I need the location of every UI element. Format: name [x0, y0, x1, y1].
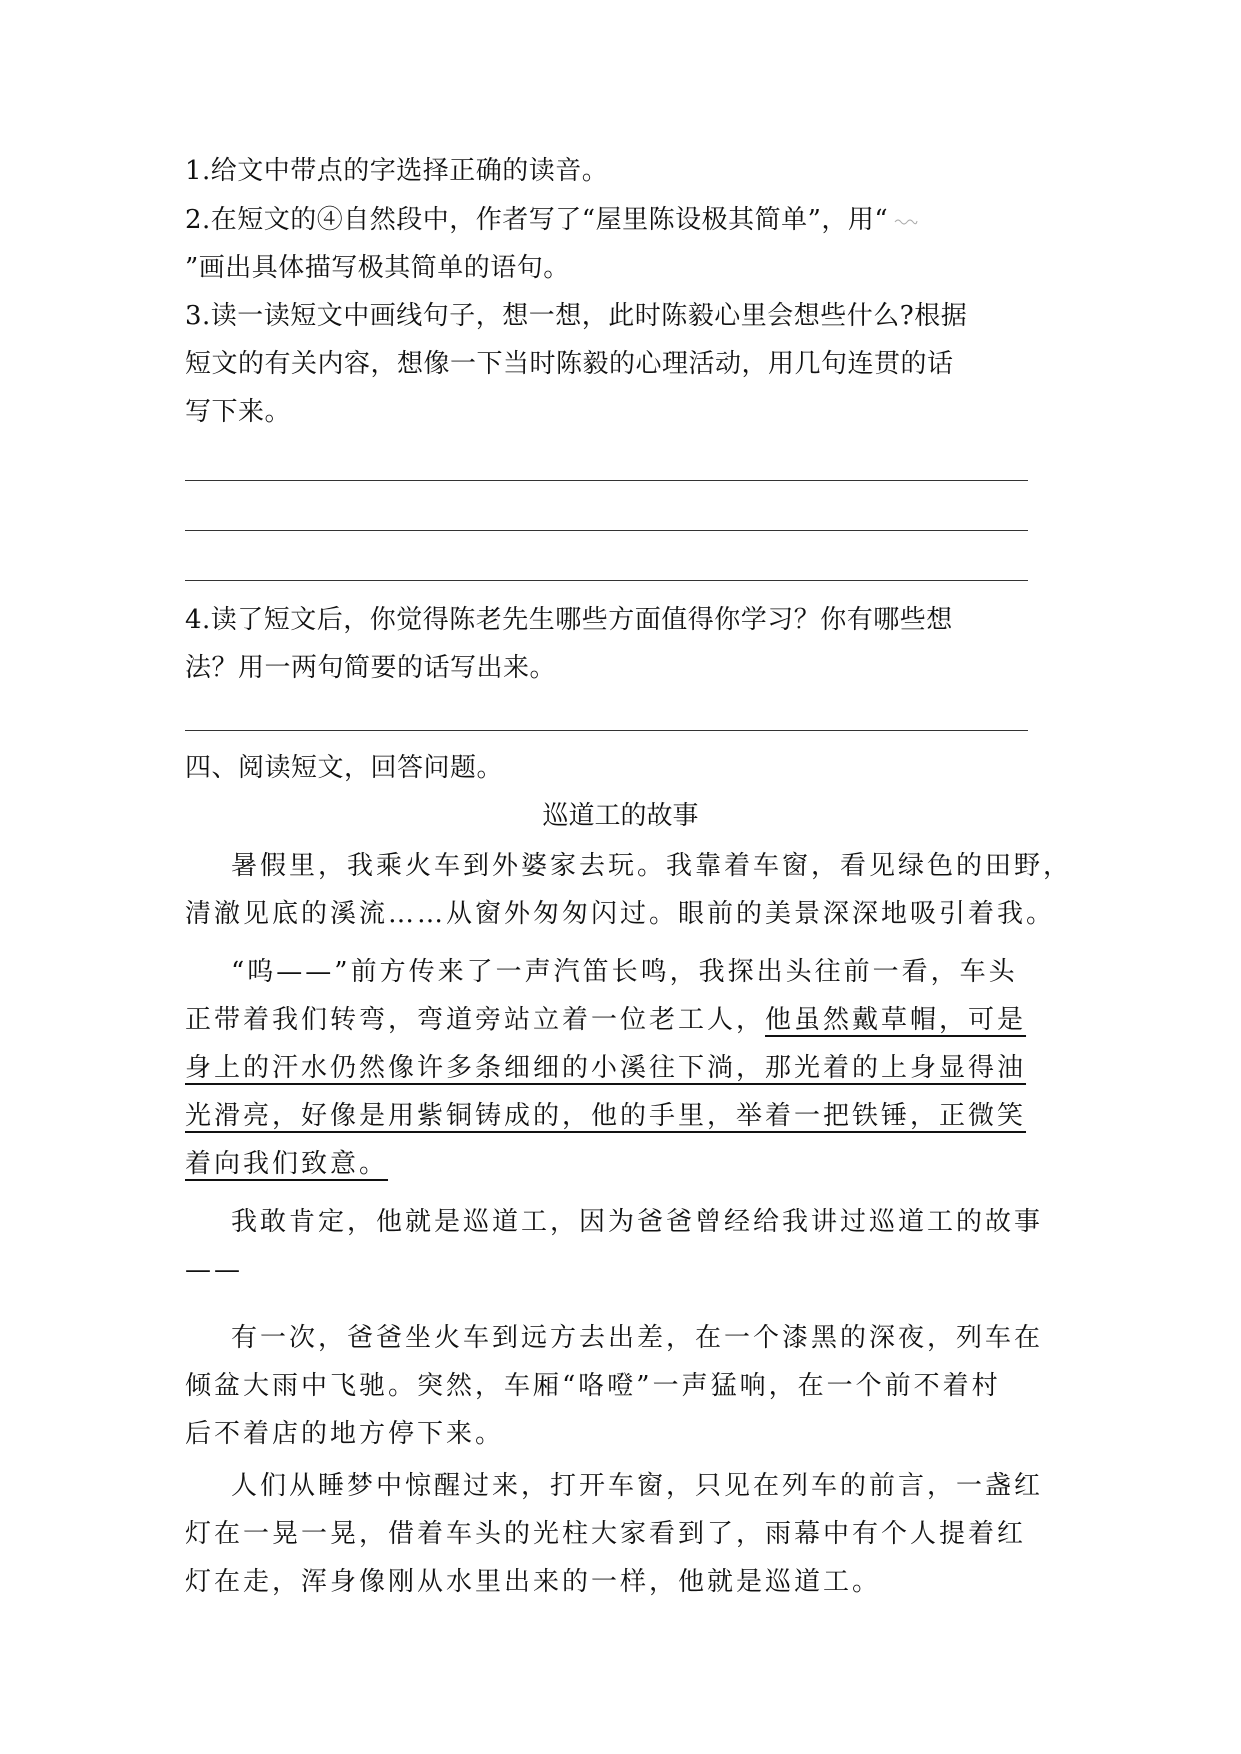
story-paragraph-3-line-2: —— — [185, 1255, 243, 1285]
answer-line[interactable] — [185, 530, 1028, 531]
answer-line[interactable] — [185, 580, 1028, 581]
story-paragraph-2-line-2 — [185, 1003, 1045, 1037]
answer-line[interactable] — [185, 480, 1028, 481]
question-3-line-3: 写下来。 — [185, 397, 292, 427]
story-paragraph-2-line-4 — [185, 1099, 1045, 1133]
story-paragraph-5-line-3: 灯在走，浑身像刚从水里出来的一样，他就是巡道工。 — [185, 1567, 882, 1597]
question-1: 1.给文中带点的字选择正确的读音。 — [185, 156, 609, 186]
underlined-sentence: 身上的汗水仍然像许多条细细的小溪往下淌，那光着的上身显得油 — [185, 1053, 1027, 1083]
story-paragraph-1-line-1: 暑假里，我乘火车到外婆家去玩。我靠着车窗，看见绿色的田野， — [231, 851, 1073, 881]
question-2-text: 2.在短文的④自然段中，作者写了“屋里陈设极其简单”，用“ — [185, 205, 889, 235]
story-paragraph-1-line-2: 清澈见底的溪流……从窗外匆匆闪过。眼前的美景深深地吸引着我。 — [185, 899, 1056, 929]
story-paragraph-4-line-2: 倾盆大雨中飞驰。突然，车厢“咯噔”一声猛响，在一个前不着村 — [185, 1371, 1001, 1401]
question-3-line-1: 3.读一读短文中画线句子，想一想，此时陈毅心里会想些什么?根据 — [185, 301, 968, 331]
underlined-sentence: 光滑亮，好像是用紫铜铸成的，他的手里，举着一把铁锤，正微笑 — [185, 1101, 1027, 1131]
story-paragraph-2-line-3 — [185, 1051, 1045, 1085]
question-2-line-1 — [185, 203, 1045, 237]
underlined-sentence: 他虽然戴草帽，可是 — [765, 1005, 1027, 1035]
story-title: 巡道工的故事 — [542, 801, 699, 831]
answer-line[interactable] — [185, 730, 1028, 731]
story-paragraph-4-line-3: 后不着店的地方停下来。 — [185, 1419, 505, 1449]
question-4-line-1: 4.读了短文后，你觉得陈老先生哪些方面值得你学习？你有哪些想 — [185, 605, 953, 635]
story-text: 正带着我们转弯，弯道旁站立着一位老工人， — [185, 1005, 766, 1035]
section-4-heading: 四、阅读短文，回答问题。 — [185, 753, 504, 783]
story-paragraph-5-line-1: 人们从睡梦中惊醒过来，打开车窗，只见在列车的前言，一盏红 — [231, 1471, 1044, 1501]
question-3-line-2: 短文的有关内容，想像一下当时陈毅的心理活动，用几句连贯的话 — [185, 349, 954, 379]
question-4-line-2: 法？用一两句简要的话写出来。 — [185, 653, 557, 683]
story-paragraph-4-line-1: 有一次，爸爸坐火车到远方去出差，在一个漆黑的深夜，列车在 — [231, 1323, 1044, 1353]
story-paragraph-2-line-5 — [185, 1147, 1045, 1181]
question-2-line-2: ”画出具体描写极其简单的语句。 — [185, 253, 570, 283]
story-paragraph-3-line-1: 我敢肯定，他就是巡道工，因为爸爸曾经给我讲过巡道工的故事 — [231, 1207, 1044, 1237]
story-paragraph-5-line-2: 灯在一晃一晃，借着车头的光柱大家看到了，雨幕中有个人提着红 — [185, 1519, 1027, 1549]
story-paragraph-2-line-1: “呜——”前方传来了一声汽笛长鸣，我探出头往前一看，车头 — [231, 957, 1018, 987]
wavy-underline-icon — [894, 217, 918, 225]
underlined-sentence: 着向我们致意。 — [185, 1149, 389, 1179]
